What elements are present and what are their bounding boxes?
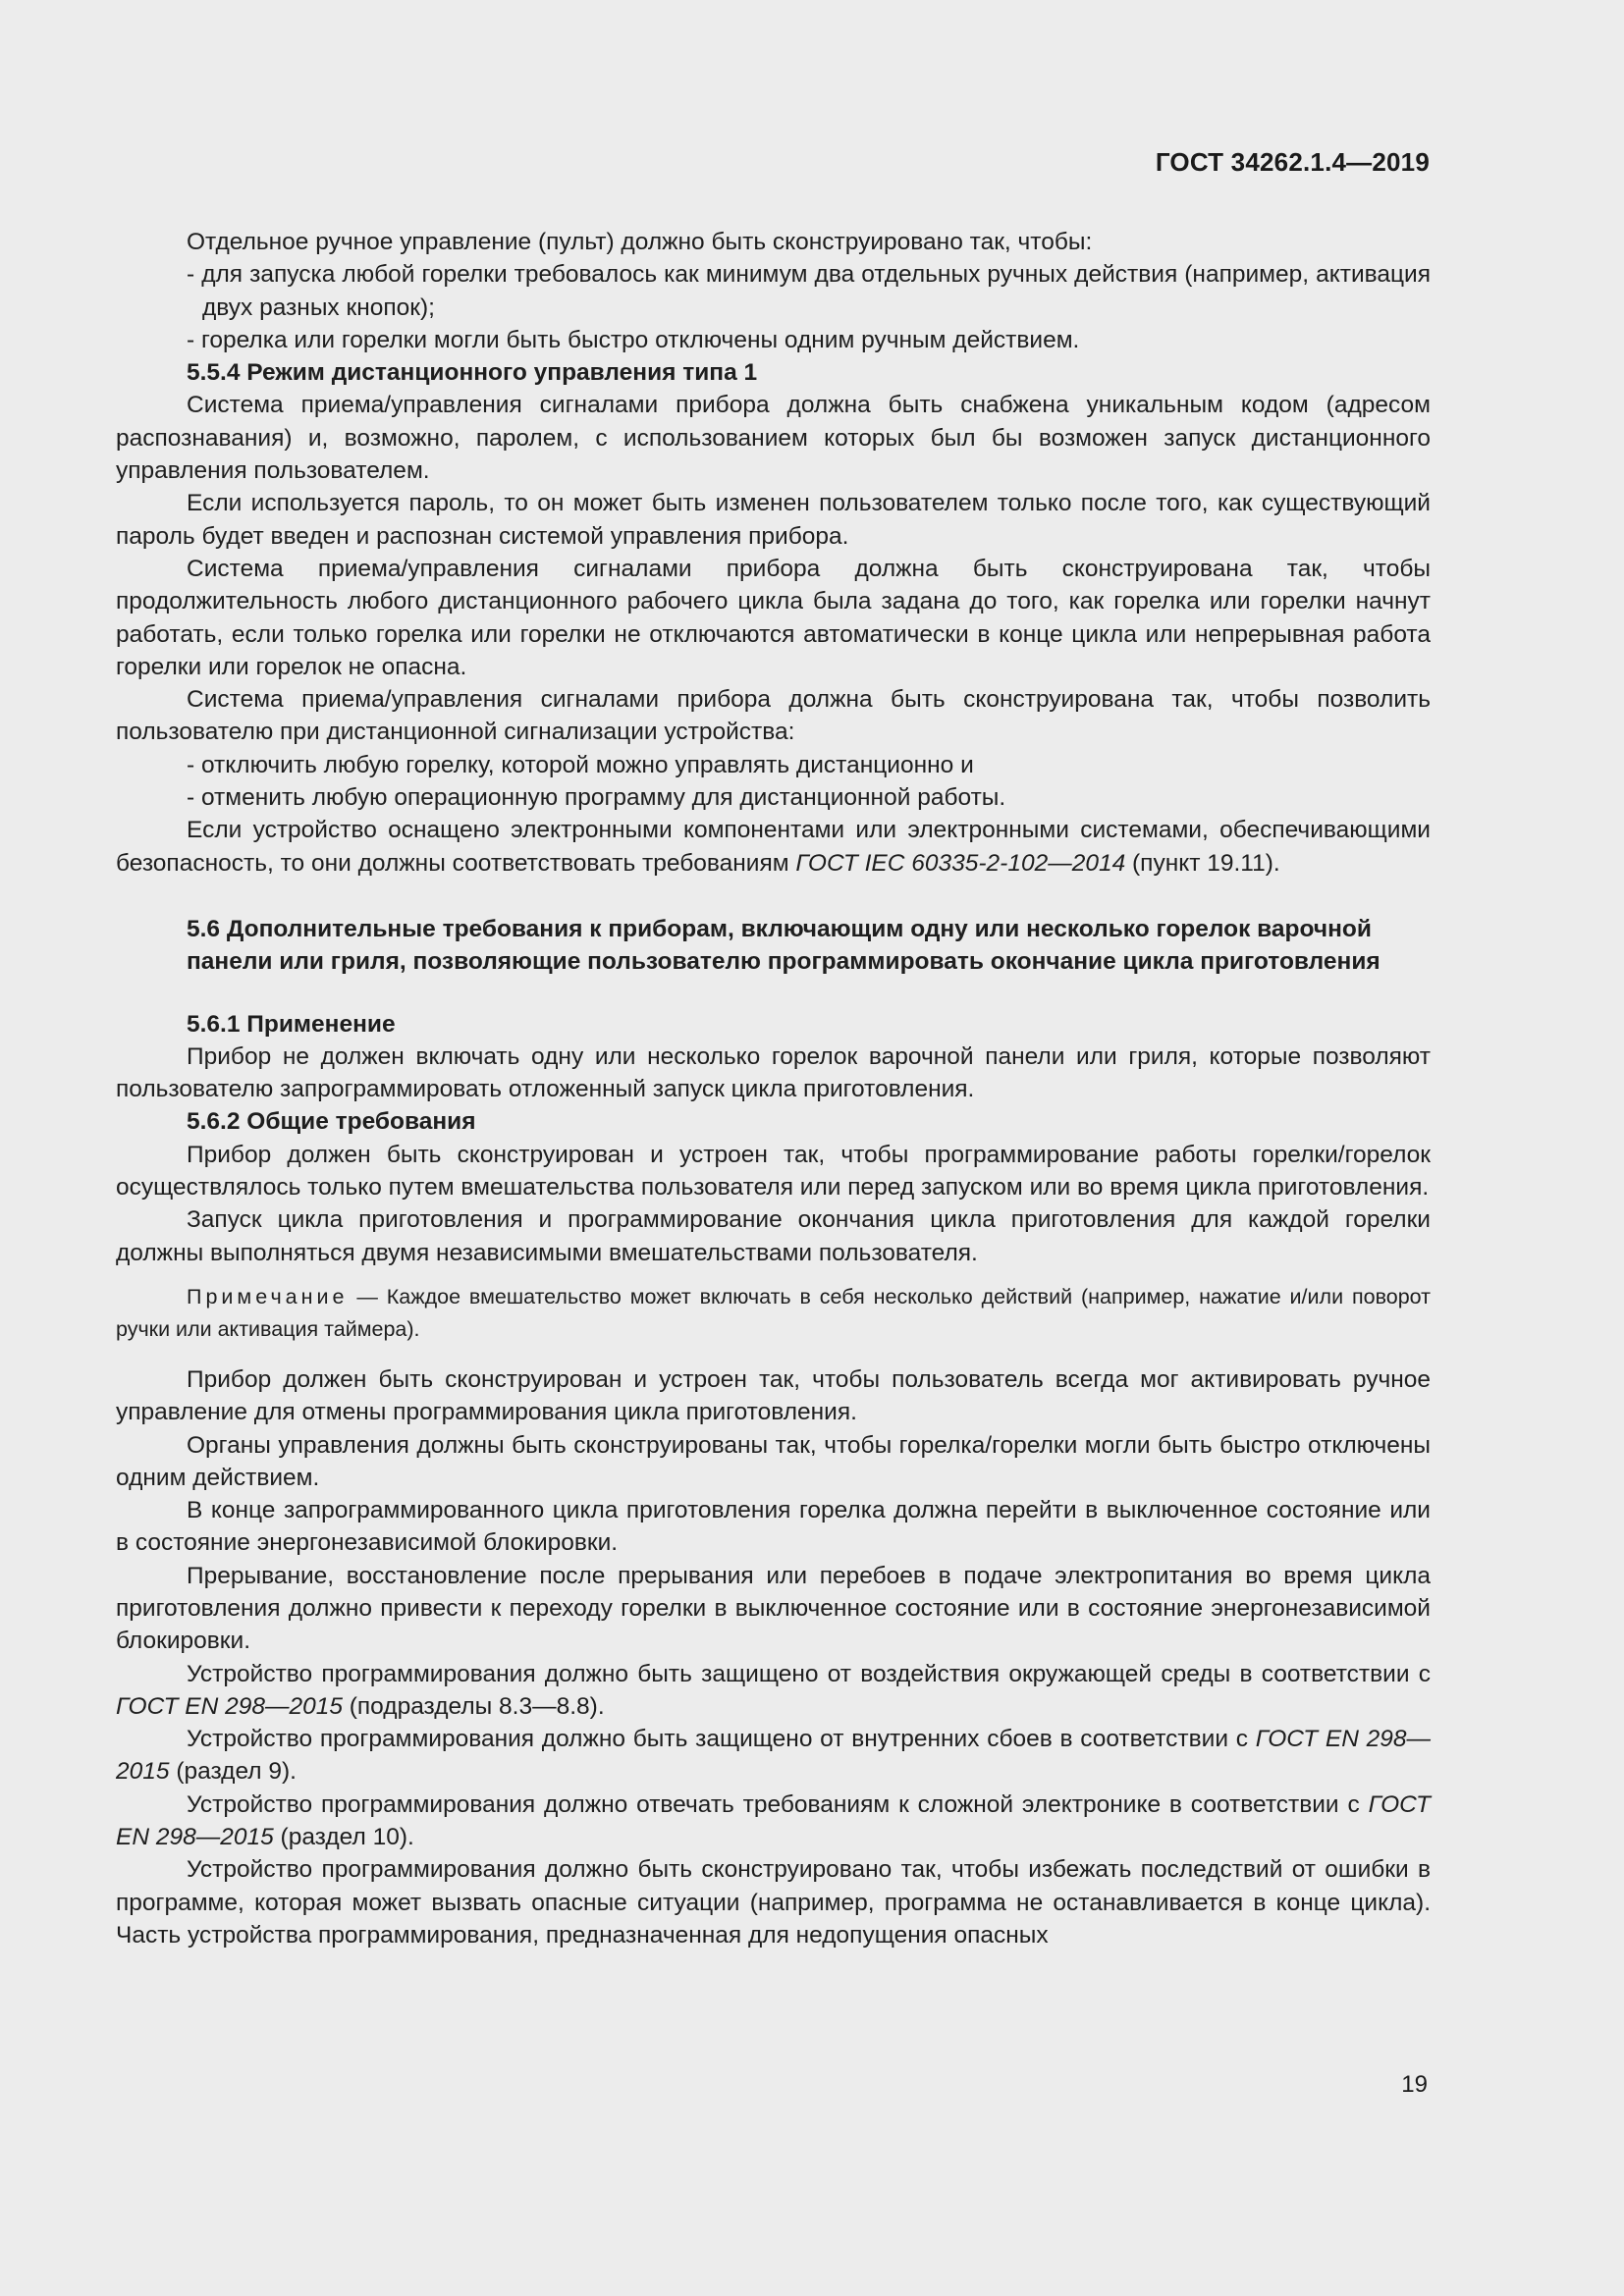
paragraph: Система приема/управления сигналами прибора должна быть снабжена уникальным кодом (адресом распознавания) и, возможно, паролем, с использованием которых был бы возможен запуск дистанционного управления пользователем.	[116, 392, 1431, 485]
paragraph: Прибор должен быть сконструирован и устроен так, чтобы программирование работы горелки/горелок осуществлялось только путем вмешательства пользователя или перед запуском или во время цикла приготовления.	[116, 1141, 1431, 1201]
standard-reference: ГОСТ EN 298—2015	[116, 1790, 1431, 1851]
paragraph-text: Устройство программирования должно быть защищено от внутренних сбоев в соответствии с	[187, 1726, 1256, 1753]
paragraph: В конце запрограммированного цикла приготовления горелка должна перейти в выключенное состояние или в состояние энергонезависимой блокировки.	[116, 1497, 1431, 1557]
paragraph: Отдельное ручное управление (пульт) должно быть сконструировано так, чтобы:	[187, 229, 1093, 255]
paragraph	[116, 1723, 1431, 1789]
paragraph: Прибор не должен включать одну или несколько горелок варочной панели или гриля, которые позволяют пользователю запрограммировать отложенный запуск цикла приготовления.	[116, 1042, 1431, 1103]
list-item: - горелка или горелки могли быть быстро отключены одним ручным действием.	[187, 326, 1080, 353]
paragraph: Прерывание, восстановление после прерывания или перебоев в подаче электропитания во время цикла приготовления должно привести к переходу горелки в выключенное состояние или в состояние энергонезависимой блокировки.	[116, 1562, 1431, 1655]
document-body	[116, 226, 1431, 1951]
paragraph: Прибор должен быть сконструирован и устроен так, чтобы пользователь всегда мог активировать ручное управление для отмены программирования цикла приготовления.	[116, 1365, 1431, 1426]
note-text: — Каждое вмешательство может включать в себя несколько действий (например, нажатие и/или поворот ручки или активация таймера).	[116, 1284, 1431, 1341]
paragraph-text: (подразделы 8.3—8.8).	[342, 1692, 605, 1720]
paragraph: Система приема/управления сигналами прибора должна быть сконструирована так, чтобы продолжительность любого дистанционного рабочего цикла была задана до того, как горелка или горелки начнут работать, если только горелка или горелки не отключаются автоматически в конце цикла или непрерывная работа горелки или горелок не опасна.	[116, 555, 1431, 680]
page-number: 19	[1401, 2071, 1428, 2098]
standard-reference: ГОСТ EN 298—2015	[116, 1692, 343, 1720]
paragraph-text: (раздел 9).	[169, 1758, 297, 1786]
paragraph-text: Устройство программирования должно быть защищено от воздействия окружающей среды в соответствии с	[187, 1660, 1431, 1687]
note	[116, 1281, 1431, 1346]
paragraph: Устройство программирования должно быть сконструировано так, чтобы избежать последствий от ошибки в программе, которая может вызвать опасные ситуации (например, программа не останавливается в конце цикла). Часть устройства программирования, предназначенная для недопущения опасных	[116, 1856, 1431, 1949]
list-item: - отменить любую операционную программу для дистанционной работы.	[187, 784, 1006, 812]
section-heading-5-6: 5.6 Дополнительные требования к приборам, включающим одну или несколько горелок варочной панели или гриля, позволяющие пользователю программировать окончание цикла приготовления	[187, 915, 1380, 976]
paragraph-text: (пункт 19.11).	[1125, 849, 1280, 877]
paragraph	[116, 1789, 1431, 1854]
paragraph: Органы управления должны быть сконструированы так, чтобы горелка/горелки могли быть быстро отключены одним действием.	[116, 1431, 1431, 1491]
paragraph: Система приема/управления сигналами прибора должна быть сконструирована так, чтобы позволить пользователю при дистанционной сигнализации устройства:	[116, 686, 1431, 746]
document-header-id: ГОСТ 34262.1.4—2019	[1155, 147, 1430, 177]
paragraph-text: Если устройство оснащено электронными компонентами или электронными системами, обеспечивающими безопасность, то они должны соответствовать требованиям	[116, 817, 1431, 877]
list-item: - отключить любую горелку, которой можно управлять дистанционно и	[187, 751, 974, 778]
list-item: - для запуска любой горелки требовалось как минимум два отдельных ручных действия (например, активация двух разных кнопок);	[187, 261, 1431, 321]
paragraph	[116, 814, 1431, 880]
section-heading-5-5-4: 5.5.4 Режим дистанционного управления типа 1	[187, 359, 758, 387]
section-heading-5-6-2: 5.6.2 Общие требования	[187, 1108, 476, 1136]
paragraph-text: (раздел 10).	[273, 1824, 414, 1851]
standard-reference: ГОСТ IEC 60335-2-102—2014	[795, 849, 1126, 877]
paragraph-text: Устройство программирования должно отвечать требованиям к сложной электронике в соответствии с	[187, 1790, 1369, 1818]
note-label: Примечание	[187, 1284, 349, 1308]
paragraph: Если используется пароль, то он может быть изменен пользователем только после того, как существующий пароль будет введен и распознан системой управления прибора.	[116, 490, 1431, 550]
standard-reference: ГОСТ EN 298—2015	[116, 1726, 1431, 1786]
paragraph	[116, 1658, 1431, 1724]
section-heading-5-6-1: 5.6.1 Применение	[187, 1010, 396, 1038]
paragraph: Запуск цикла приготовления и программирование окончания цикла приготовления для каждой горелки должны выполняться двумя независимыми вмешательствами пользователя.	[116, 1206, 1431, 1266]
